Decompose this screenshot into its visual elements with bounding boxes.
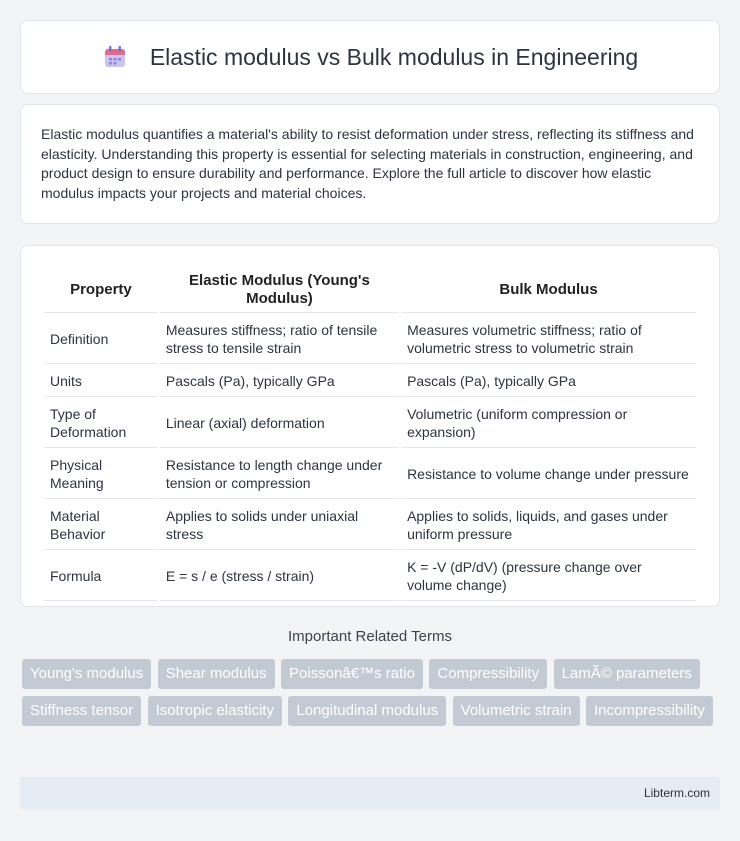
related-terms-tags [22,659,722,733]
table-row [44,450,696,499]
row-label: Physical Meaning [44,450,158,499]
tag-youngs-modulus[interactable]: Young's modulus [22,659,151,689]
row-label: Formula [44,552,158,601]
row-label: Definition [44,315,158,364]
table-row [44,366,696,397]
intro-text: Elastic modulus quantifies a material's ability to resist deformation under stress, reflecting its stiffness and elasticity. Understanding this property is essential for selecting materials in construction, engineering, and product design to ensure durability and performance. Explore the full article to discover how elastic modulus impacts your projects and material choices. [41,126,694,201]
tag-isotropic-elasticity[interactable]: Isotropic elasticity [148,696,282,726]
comparison-table [42,266,698,603]
elastic-cell: Applies to solids under uniaxial stress [160,501,399,550]
tag-incompressibility[interactable]: Incompressibility [586,696,713,726]
table-row [44,552,696,601]
comparison-table-card [20,245,720,607]
bulk-cell: Applies to solids, liquids, and gases under uniform pressure [401,501,696,550]
related-terms-title: Important Related Terms [288,628,452,645]
row-label: Units [44,366,158,397]
header-bulk-modulus: Bulk Modulus [401,268,696,313]
tag-compressibility[interactable]: Compressibility [429,659,547,689]
header-card [20,20,720,94]
table-header-row [44,268,696,313]
tag-longitudinal-modulus[interactable]: Longitudinal modulus [288,696,446,726]
table-row [44,315,696,364]
footer-site-link[interactable]: Libterm.com [643,786,710,800]
header-property: Property [44,268,158,313]
bulk-cell: Pascals (Pa), typically GPa [401,366,696,397]
bulk-cell: K = -V (dP/dV) (pressure change over volume change) [401,552,696,601]
table-row [44,399,696,448]
elastic-cell: Resistance to length change under tension or compression [160,450,399,499]
tag-volumetric-strain[interactable]: Volumetric strain [453,696,580,726]
calendar-icon [102,44,128,70]
tag-shear-modulus[interactable]: Shear modulus [158,659,275,689]
tag-stiffness-tensor[interactable]: Stiffness tensor [22,696,141,726]
bulk-cell: Volumetric (uniform compression or expansion) [401,399,696,448]
page-title: Elastic modulus vs Bulk modulus in Engineering [149,43,639,70]
elastic-cell: E = s / e (stress / strain) [160,552,399,601]
tag-lame-parameters[interactable]: LamÃ© parameters [554,659,700,689]
table-row [44,501,696,550]
elastic-cell: Measures stiffness; ratio of tensile stress to tensile strain [160,315,399,364]
elastic-cell: Pascals (Pa), typically GPa [160,366,399,397]
row-label: Type of Deformation [44,399,158,448]
bulk-cell: Measures volumetric stiffness; ratio of volumetric stress to volumetric strain [401,315,696,364]
elastic-cell: Linear (axial) deformation [160,399,399,448]
bulk-cell: Resistance to volume change under pressure [401,450,696,499]
footer [20,777,720,810]
header-elastic-modulus: Elastic Modulus (Young's Modulus) [160,268,399,313]
row-label: Material Behavior [44,501,158,550]
tag-poissons-ratio[interactable]: Poissonâ€™s ratio [281,659,423,689]
intro-card [20,104,720,224]
